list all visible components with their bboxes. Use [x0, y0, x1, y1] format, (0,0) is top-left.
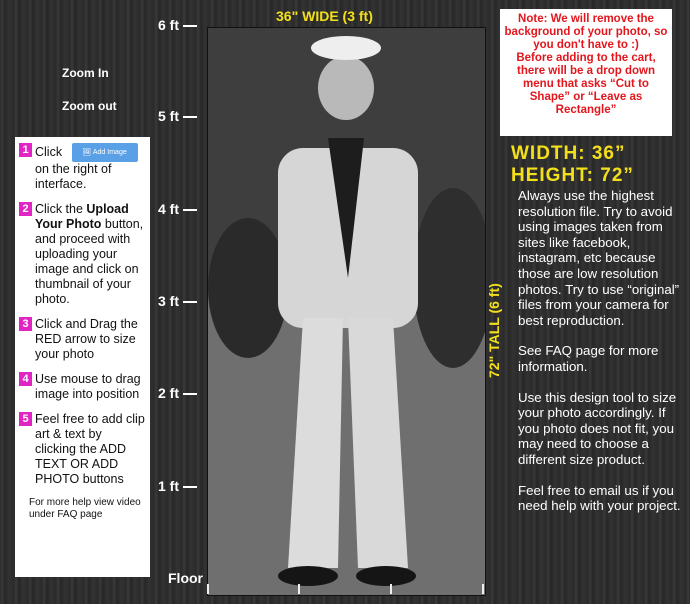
step-1: 1 Click 🖼 Add Image on the right of interface. [19, 143, 146, 192]
email-tip: Feel free to email us if you need help with your project. [518, 482, 681, 514]
ruler-4ft: 4 ft [158, 201, 206, 217]
step-number: 5 [19, 412, 32, 426]
ruler-floor: Floor [168, 570, 203, 586]
floor-tick [390, 584, 392, 594]
step-number: 4 [19, 372, 32, 386]
step-5: 5 Feel free to add clip art & text by clicking the ADD TEXT OR ADD PHOTO buttons [19, 412, 146, 487]
height-value: HEIGHT: 72” [511, 165, 634, 186]
floor-tick [207, 584, 209, 594]
resolution-tip: Always use the highest resolution file. Try to avoid using images taken from sites like facebook, instagram, etc because those are low resolution photos. Try to use “original” files from your camera for best reproduction. [518, 188, 680, 328]
add-image-button[interactable]: 🖼 Add Image [72, 143, 138, 162]
sizing-tip: Use this design tool to size your photo accordingly. If you photo does not fit, you may need to choose a different size product. [518, 389, 677, 467]
info-text [518, 188, 688, 529]
instructions-panel [15, 137, 150, 577]
ruler-3ft: 3 ft [158, 293, 206, 309]
floor-tick [298, 584, 300, 594]
ruler-6ft: 6 ft [158, 17, 206, 33]
width-dimension-label: 36" WIDE (3 ft) [276, 8, 373, 24]
step-4: 4 Use mouse to drag image into position [19, 372, 146, 402]
zoom-out-button[interactable]: Zoom out [62, 99, 117, 113]
step-2: 2 Click the Upload Your Photo button, and proceed with uploading your image and click on thumbnail of your photo. [19, 202, 146, 307]
ruler-1ft: 1 ft [158, 478, 206, 494]
step-number: 3 [19, 317, 32, 331]
faq-tip: See FAQ page for more information. [518, 343, 659, 374]
ruler-5ft: 5 ft [158, 108, 206, 124]
width-value: WIDTH: 36” [511, 143, 626, 164]
product-dimensions [511, 143, 634, 187]
ruler-2ft: 2 ft [158, 385, 206, 401]
photo-sailor-image [208, 28, 485, 595]
help-footer: For more help view video under FAQ page [29, 497, 141, 520]
zoom-in-button[interactable]: Zoom In [62, 66, 109, 80]
photo-canvas[interactable] [207, 27, 486, 596]
background-removal-note: Note: We will remove the background of your photo, so you don't have to :) Before adding to the cart, there will be a drop down menu that asks “Cut to Shape” or “Leave as Rectangle” [500, 9, 672, 136]
floor-tick [482, 584, 484, 594]
step-number: 2 [19, 202, 32, 216]
step-3: 3 Click and Drag the RED arrow to size your photo [19, 317, 146, 362]
height-dimension-label: 72" TALL (6 ft) [486, 283, 502, 378]
step-number: 1 [19, 143, 32, 157]
